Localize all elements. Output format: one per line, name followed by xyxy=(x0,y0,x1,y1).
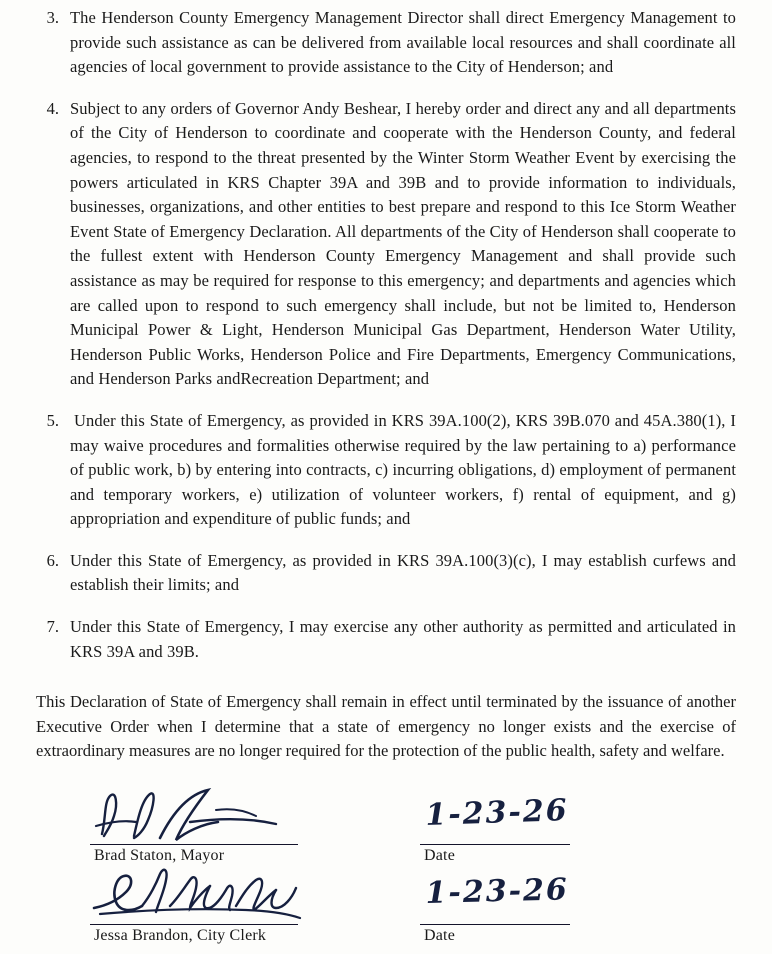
signature-block-clerk xyxy=(90,872,730,944)
list-item xyxy=(36,615,736,664)
list-item-text: Under this State of Emergency, as provided in KRS 39A.100(3)(c), I may establish curfews and establish their limits; and xyxy=(70,550,736,595)
numbered-clause-list xyxy=(36,6,736,681)
list-item-number: 3. xyxy=(46,8,59,27)
list-item-number: 5. xyxy=(46,410,59,430)
list-item-number: 4. xyxy=(46,98,59,118)
mayor-date-ink: 1-23-26 xyxy=(424,793,570,833)
mayor-signature-mark xyxy=(90,788,320,844)
list-item xyxy=(36,409,736,532)
list-item-text: The Henderson County Emergency Management Director shall direct Emergency Management to provide such assistance as can be delivered from available local resources and shall coordinate all agencies of local government to provide assistance to the City of Henderson; and xyxy=(70,8,736,77)
mayor-name-label: Brad Staton, Mayor xyxy=(94,847,225,864)
clerk-signature-mark xyxy=(86,862,336,924)
list-item xyxy=(36,549,736,598)
mayor-date-label: Date xyxy=(424,847,456,864)
list-item-text: Under this State of Emergency, as provided in KRS 39A.100(2), KRS 39B.070 and 45A.380(1), I may waive procedures and formalities otherwise required by the law pertaining to a) performance of public work, b) by entering into contracts, c) incurring obligations, d) employment of permanent and temporary workers, e) utilization of volunteer workers, f) rental of equipment, and g) appropriation and expenditure of public funds; and xyxy=(70,410,736,529)
signature-block-mayor xyxy=(90,793,730,864)
list-item xyxy=(36,97,736,392)
list-item xyxy=(36,6,736,80)
list-item-text: Under this State of Emergency, I may exercise any other authority as permitted and articulated in KRS 39A and 39B. xyxy=(70,617,736,661)
closing-paragraph: This Declaration of State of Emergency shall remain in effect until terminated by the issuance of another Executive Order when I determine that a state of emergency no longer exists and the exercise of extraordinary measures are no longer required for the protection of the public health, safety and welfare. xyxy=(36,692,736,761)
list-item-number: 6. xyxy=(46,550,59,570)
clerk-date-label: Date xyxy=(424,927,456,944)
list-item-number: 7. xyxy=(46,617,59,637)
clerk-date-ink: 1‑23‑26 xyxy=(425,872,570,911)
list-item-text: Subject to any orders of Governor Andy Beshear, I hereby order and direct any and all departments of the City of Henderson to coordinate and cooperate with the Henderson County, and federal agencies, to respond to the threat presented by the Winter Storm Weather Event by exercising the powers articulated in KRS Chapter 39A and 39B and to provide information to individuals, businesses, organizations, and other entities to best prepare and respond to this Ice Storm Weather Event State of Emergency Declaration. All departments of the City of Henderson shall cooperate to the fullest extent with Henderson County Emergency Management and shall provide such assistance as may be required for response to this emergency; and departments and agencies which are called upon to respond to such emergency shall include, but not be limited to, Henderson Municipal Power & Light, Henderson Municipal Gas Department, Henderson Water Utility, Henderson Public Works, Henderson Police and Fire Departments, Emergency Communications, and Henderson Parks andRecreation Department; and xyxy=(70,98,736,389)
clerk-name-label: Jessa Brandon, City Clerk xyxy=(94,927,267,944)
